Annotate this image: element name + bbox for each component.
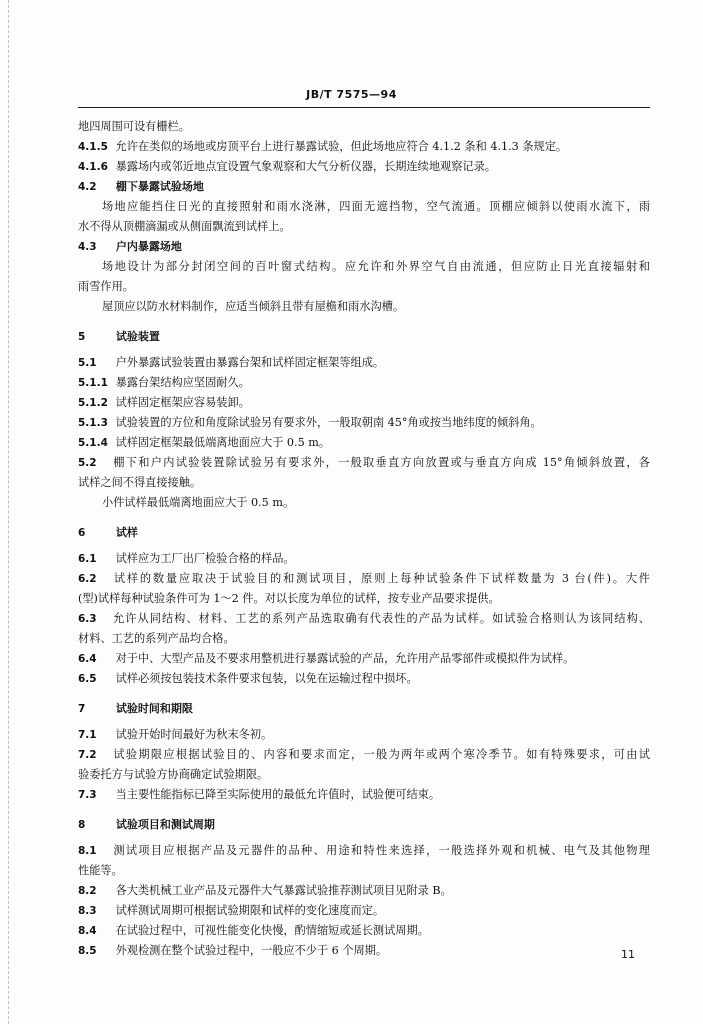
clause-number: 6.2 <box>78 573 97 585</box>
section-number: 7 <box>78 703 86 715</box>
clause-text: 试样应为工厂出厂检验合格的样品。 <box>115 552 295 565</box>
clause-number: 5.2 <box>78 457 97 469</box>
paragraph: 小件试样最低端离地面应大于 0.5 m。 <box>102 496 295 509</box>
clause-title: 棚下暴露试验场地 <box>115 180 204 193</box>
section-number: 6 <box>78 527 86 539</box>
clause-text: 暴露台架结构应坚固耐久。 <box>115 376 250 389</box>
clause-number: 8.1 <box>78 845 97 857</box>
clause-4-1-6 <box>78 157 650 177</box>
paragraph: 地四周围可设有栅栏。 <box>78 120 190 133</box>
paragraph-line: 材料、工艺的系列产品均合格。 <box>78 632 235 645</box>
clause-text: 试验开始时间最好为秋末冬初。 <box>115 728 273 741</box>
section-title: 试验时间和期限 <box>115 702 193 715</box>
clause-text: 户外暴露试验装置由暴露台架和试样固定框架等组成。 <box>115 356 385 369</box>
clause-number: 8.4 <box>78 925 97 937</box>
paragraph-line: 试样之间不得直接接触。 <box>78 476 202 489</box>
paragraph-line: 验委托方与试验方协商确定试验期限。 <box>78 768 269 781</box>
clause-number: 4.1.5 <box>78 141 108 153</box>
clause-number: 5.1.1 <box>78 377 108 389</box>
clause-number: 5.1.4 <box>78 437 108 449</box>
clause-text: 暴露场内或邻近地点宜设置气象观察和大气分析仪器，长期连续地观察记录。 <box>115 160 496 173</box>
clause-text: 试验装置的方位和角度除试验另有要求外，一般取朝南 45°角或按当地纬度的倾斜角。 <box>115 416 542 429</box>
paragraph-line: 水不得从顶棚滴漏或从侧面飘流到试样上。 <box>78 220 291 233</box>
header-rule <box>78 107 650 108</box>
clause-number: 5.1.3 <box>78 417 108 429</box>
clause-6-4 <box>78 649 650 669</box>
clause-5-1 <box>78 353 650 373</box>
clause-4-2-heading <box>78 177 650 197</box>
clause-number: 6.1 <box>78 553 97 565</box>
clause-text: 试验期限应根据试验目的、内容和要求而定，一般为两年或两个寒冷季节。如有特殊要求，可由试 <box>112 748 650 761</box>
clause-text: 外观检测在整个试验过程中，一般应不少于 6 个周期。 <box>115 944 388 957</box>
section-number: 8 <box>78 819 86 831</box>
clause-number: 4.1.6 <box>78 161 108 173</box>
clause-5-1-4 <box>78 433 650 453</box>
section-6-heading <box>78 523 650 543</box>
clause-text: 各大类机械工业产品及元器件大气暴露试验推荐测试项目见附录 B。 <box>115 884 452 897</box>
document-header: JB/T 7575—94 <box>306 88 397 101</box>
clause-number: 7.1 <box>78 729 97 741</box>
clause-text: 当主要性能指标已降至实际使用的最低允许值时，试验便可结束。 <box>115 788 441 801</box>
clause-6-2 <box>78 569 650 589</box>
clause-number: 5.1.2 <box>78 397 108 409</box>
clause-5-1-3 <box>78 413 650 433</box>
paragraph-line: (型)试样每种试验条件可为 1～2 件。对以长度为单位的试样，按专业产品要求提供。 <box>78 592 500 605</box>
clause-number: 8.2 <box>78 885 97 897</box>
clause-7-1 <box>78 725 650 745</box>
document-body <box>78 117 650 961</box>
clause-text: 对于中、大型产品及不要求用整机进行暴露试验的产品，允许用产品零部件或模拟件为试样。 <box>115 652 575 665</box>
clause-text: 允许从同结构、材料、工艺的系列产品选取确有代表性的产品为试样。如试验合格则认为该同结构、 <box>112 612 650 625</box>
clause-text: 棚下和户内试验装置除试验另有要求外，一般取垂直方向放置或与垂直方向成 15°角倾斜放置，各 <box>112 456 650 469</box>
clause-8-4 <box>78 921 650 941</box>
clause-8-3 <box>78 901 650 921</box>
clause-5-1-2 <box>78 393 650 413</box>
scan-edge-line <box>8 0 11 1024</box>
clause-4-3-heading <box>78 237 650 257</box>
clause-title: 户内暴露场地 <box>115 240 182 253</box>
clause-5-1-1 <box>78 373 650 393</box>
clause-text: 测试项目应根据产品及元器件的品种、用途和特性来选择，一般选择外观和机械、电气及其他物理 <box>112 844 650 857</box>
clause-number: 8.5 <box>78 945 97 957</box>
paragraph-line: 场地设计为部分封闭空间的百叶窗式结构。应允许和外界空气自由流通，但应防止日光直接辐射和 <box>102 260 650 273</box>
clause-text: 试样的数量应取决于试验目的和测试项目，原则上每种试验条件下试样数量为 3 台(件)。大件 <box>112 572 650 585</box>
clause-text: 试样测试周期可根据试验期限和试样的变化速度而定。 <box>115 904 385 917</box>
clause-7-3 <box>78 785 650 805</box>
clause-5-2 <box>78 453 650 473</box>
clause-text: 试样必须按包装技术条件要求包装，以免在运输过程中损坏。 <box>115 672 418 685</box>
clause-4-1-5 <box>78 137 650 157</box>
section-8-heading <box>78 815 650 835</box>
page-number: 11 <box>621 948 635 961</box>
paragraph-line: 雨雪作用。 <box>78 280 134 293</box>
paragraph-line: 性能等。 <box>78 864 123 877</box>
paragraph: 屋顶应以防水材料制作，应适当倾斜且带有屋檐和雨水沟槽。 <box>102 300 405 313</box>
clause-number: 7.3 <box>78 789 97 801</box>
clause-text: 允许在类似的场地或房顶平台上进行暴露试验，但此场地应符合 4.1.2 条和 4.1.3 条规定。 <box>115 140 568 153</box>
section-title: 试样 <box>115 526 138 539</box>
clause-number: 8.3 <box>78 905 97 917</box>
clause-6-3 <box>78 609 650 629</box>
section-7-heading <box>78 699 650 719</box>
clause-number: 6.3 <box>78 613 97 625</box>
clause-number: 6.5 <box>78 673 97 685</box>
clause-number: 7.2 <box>78 749 97 761</box>
clause-8-2 <box>78 881 650 901</box>
clause-number: 4.2 <box>78 181 97 193</box>
clause-number: 4.3 <box>78 241 97 253</box>
section-title: 试验装置 <box>115 330 160 343</box>
section-5-heading <box>78 327 650 347</box>
clause-text: 在试验过程中，可视性能变化快慢，酌情缩短或延长测试周期。 <box>115 924 429 937</box>
clause-7-2 <box>78 745 650 765</box>
clause-number: 6.4 <box>78 653 97 665</box>
clause-number: 5.1 <box>78 357 97 369</box>
clause-text: 试样固定框架应容易装卸。 <box>115 396 250 409</box>
paragraph-line: 场地应能挡住日光的直接照射和雨水浇淋，四面无遮挡物，空气流通。顶棚应倾斜以使雨水流下，雨 <box>102 200 650 213</box>
clause-6-1 <box>78 549 650 569</box>
section-title: 试验项目和测试周期 <box>115 818 215 831</box>
clause-text: 试样固定框架最低端离地面应大于 0.5 m。 <box>115 436 331 449</box>
clause-8-5 <box>78 941 650 961</box>
clause-8-1 <box>78 841 650 861</box>
clause-6-5 <box>78 669 650 689</box>
section-number: 5 <box>78 331 86 343</box>
